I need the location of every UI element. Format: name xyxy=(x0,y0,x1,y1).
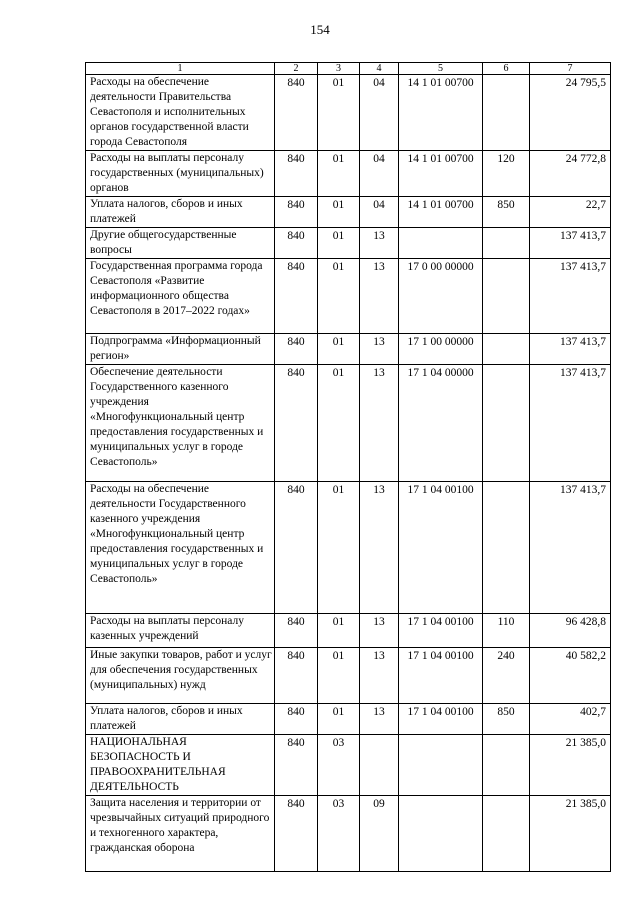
row-subsection: 04 xyxy=(360,197,399,228)
row-subsection xyxy=(360,735,399,796)
table-row xyxy=(86,228,611,259)
row-target: 17 1 04 00000 xyxy=(399,365,483,482)
row-code: 840 xyxy=(275,75,318,151)
row-type xyxy=(483,334,530,365)
row-section: 03 xyxy=(318,796,360,872)
row-code: 840 xyxy=(275,796,318,872)
row-amount: 21 385,0 xyxy=(530,735,611,796)
row-type: 120 xyxy=(483,151,530,197)
row-subsection: 13 xyxy=(360,482,399,614)
row-target: 17 1 00 00000 xyxy=(399,334,483,365)
row-type xyxy=(483,259,530,334)
row-section: 01 xyxy=(318,365,360,482)
row-subsection: 04 xyxy=(360,151,399,197)
row-section: 01 xyxy=(318,197,360,228)
row-amount: 137 413,7 xyxy=(530,228,611,259)
header-cell: 6 xyxy=(483,63,530,75)
table-row xyxy=(86,648,611,704)
row-name: Государственная программа города Севастополя «Развитие информационного общества Севастополя в 2017–2022 годах» xyxy=(86,259,275,334)
row-section: 01 xyxy=(318,648,360,704)
row-section: 01 xyxy=(318,259,360,334)
table-row xyxy=(86,334,611,365)
row-name: Расходы на выплаты персоналу казенных учреждений xyxy=(86,614,275,648)
row-target: 14 1 01 00700 xyxy=(399,75,483,151)
row-type: 240 xyxy=(483,648,530,704)
row-section: 03 xyxy=(318,735,360,796)
table-row xyxy=(86,75,611,151)
row-target: 17 0 00 00000 xyxy=(399,259,483,334)
header-cell: 7 xyxy=(530,63,611,75)
row-target: 14 1 01 00700 xyxy=(399,151,483,197)
header-cell: 1 xyxy=(86,63,275,75)
row-target: 17 1 04 00100 xyxy=(399,648,483,704)
row-type: 850 xyxy=(483,197,530,228)
row-target xyxy=(399,735,483,796)
row-type xyxy=(483,228,530,259)
table-row xyxy=(86,259,611,334)
row-code: 840 xyxy=(275,704,318,735)
table-row xyxy=(86,735,611,796)
row-type: 850 xyxy=(483,704,530,735)
row-target: 17 1 04 00100 xyxy=(399,482,483,614)
header-cell: 5 xyxy=(399,63,483,75)
row-code: 840 xyxy=(275,735,318,796)
row-name: Другие общегосударственные вопросы xyxy=(86,228,275,259)
table-row xyxy=(86,482,611,614)
row-section: 01 xyxy=(318,704,360,735)
row-subsection: 13 xyxy=(360,614,399,648)
row-type xyxy=(483,365,530,482)
row-type xyxy=(483,735,530,796)
row-code: 840 xyxy=(275,365,318,482)
row-section: 01 xyxy=(318,482,360,614)
row-target xyxy=(399,796,483,872)
row-amount: 24 772,8 xyxy=(530,151,611,197)
row-name: Расходы на обеспечение деятельности Правительства Севастополя и исполнительных органов государственной власти города Севастополя xyxy=(86,75,275,151)
row-type xyxy=(483,75,530,151)
row-subsection: 09 xyxy=(360,796,399,872)
row-name: Обеспечение деятельности Государственного казенного учреждения «Многофункциональный центр предоставления государственных и муниципальных услуг в городе Севастополь» xyxy=(86,365,275,482)
row-target: 17 1 04 00100 xyxy=(399,614,483,648)
row-subsection: 13 xyxy=(360,365,399,482)
table-row xyxy=(86,197,611,228)
row-target xyxy=(399,228,483,259)
row-name: Уплата налогов, сборов и иных платежей xyxy=(86,197,275,228)
row-name: Подпрограмма «Информационный регион» xyxy=(86,334,275,365)
row-name: НАЦИОНАЛЬНАЯ БЕЗОПАСНОСТЬ И ПРАВООХРАНИТЕЛЬНАЯ ДЕЯТЕЛЬНОСТЬ xyxy=(86,735,275,796)
row-section: 01 xyxy=(318,151,360,197)
row-name: Защита населения и территории от чрезвычайных ситуаций природного и техногенного характера, гражданская оборона xyxy=(86,796,275,872)
row-subsection: 04 xyxy=(360,75,399,151)
budget-table xyxy=(85,62,611,872)
table-row xyxy=(86,365,611,482)
row-amount: 137 413,7 xyxy=(530,334,611,365)
row-code: 840 xyxy=(275,482,318,614)
row-section: 01 xyxy=(318,228,360,259)
row-code: 840 xyxy=(275,648,318,704)
header-cell: 4 xyxy=(360,63,399,75)
header-cell: 3 xyxy=(318,63,360,75)
row-code: 840 xyxy=(275,151,318,197)
row-amount: 21 385,0 xyxy=(530,796,611,872)
table-row xyxy=(86,704,611,735)
row-subsection: 13 xyxy=(360,704,399,735)
row-amount: 137 413,7 xyxy=(530,365,611,482)
row-code: 840 xyxy=(275,197,318,228)
table-row xyxy=(86,796,611,872)
row-name: Иные закупки товаров, работ и услуг для обеспечения государственных (муниципальных) нужд xyxy=(86,648,275,704)
table-header-row xyxy=(86,63,611,75)
page-number: 154 xyxy=(310,22,330,37)
row-code: 840 xyxy=(275,614,318,648)
row-amount: 402,7 xyxy=(530,704,611,735)
table-row xyxy=(86,151,611,197)
row-target: 14 1 01 00700 xyxy=(399,197,483,228)
row-code: 840 xyxy=(275,334,318,365)
row-name: Расходы на обеспечение деятельности Государственного казенного учреждения «Многофункциональный центр предоставления государственных и муниципальных услуг в городе Севастополь» xyxy=(86,482,275,614)
row-name: Расходы на выплаты персоналу государственных (муниципальных) органов xyxy=(86,151,275,197)
row-name: Уплата налогов, сборов и иных платежей xyxy=(86,704,275,735)
row-subsection: 13 xyxy=(360,228,399,259)
row-amount: 137 413,7 xyxy=(530,259,611,334)
row-amount: 96 428,8 xyxy=(530,614,611,648)
row-amount: 137 413,7 xyxy=(530,482,611,614)
row-type xyxy=(483,482,530,614)
row-target: 17 1 04 00100 xyxy=(399,704,483,735)
row-amount: 40 582,2 xyxy=(530,648,611,704)
row-section: 01 xyxy=(318,334,360,365)
row-code: 840 xyxy=(275,259,318,334)
table-row xyxy=(86,614,611,648)
row-type xyxy=(483,796,530,872)
row-subsection: 13 xyxy=(360,259,399,334)
row-section: 01 xyxy=(318,614,360,648)
row-type: 110 xyxy=(483,614,530,648)
row-amount: 22,7 xyxy=(530,197,611,228)
row-code: 840 xyxy=(275,228,318,259)
row-amount: 24 795,5 xyxy=(530,75,611,151)
row-subsection: 13 xyxy=(360,334,399,365)
row-subsection: 13 xyxy=(360,648,399,704)
row-section: 01 xyxy=(318,75,360,151)
header-cell: 2 xyxy=(275,63,318,75)
